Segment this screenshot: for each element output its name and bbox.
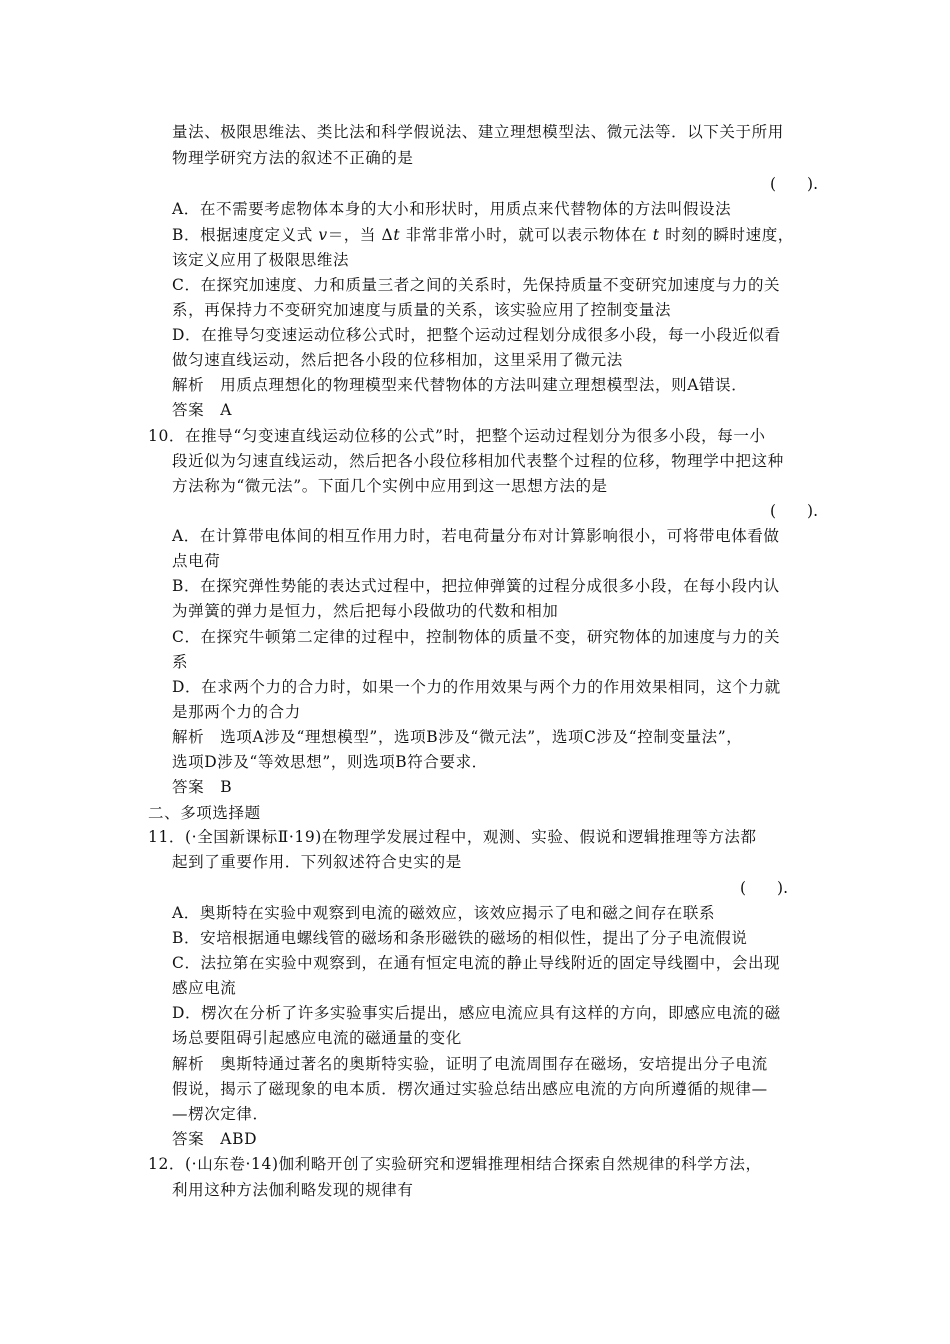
q10-answer: 答案 B [172, 778, 233, 796]
q11-option-a: A．奥斯特在实验中观察到电流的磁效应，该效应揭示了电和磁之间存在联系 [172, 904, 716, 922]
q10-option-b-line-1: B．在探究弹性势能的表达式过程中，把拉伸弹簧的过程分成很多小段，在每小段内认 [172, 577, 780, 595]
q12-stem-line-1: 12．(·山东卷·14)伽利略开创了实验研究和逻辑推理相结合探索自然规律的科学方法， [148, 1155, 762, 1173]
q10-analysis-line-2: 选项D涉及“等效思想”，则选项B符合要求． [172, 753, 488, 771]
q11-answer-blank: ( ). [740, 879, 789, 897]
q10-stem-line-1: 10．在推导“匀变速直线运动位移的公式”时，把整个运动过程划分为很多小段，每一小 [148, 427, 766, 445]
q9-answer: 答案 A [172, 401, 233, 419]
q9-option-b-text-3: 非常非常小时，就可以表示物体在 [400, 226, 653, 244]
q9-option-b-text-2: ＝，当 Δ [327, 226, 394, 244]
q10-option-a-line-2: 点电荷 [172, 552, 221, 570]
q9-stem-line-1: 量法、极限思维法、类比法和科学假说法、建立理想模型法、微元法等．以下关于所用 [172, 123, 784, 141]
section-heading-multiple-choice: 二、多项选择题 [148, 804, 261, 822]
q9-option-b-text-1: B．根据速度定义式 [172, 226, 319, 244]
q9-option-b-var-v: v [318, 226, 328, 244]
q10-answer-blank: ( ). [770, 502, 819, 520]
q10-option-c-line-1: C．在探究牛顿第二定律的过程中，控制物体的质量不变，研究物体的加速度与力的关 [172, 628, 781, 646]
q11-stem-line-1: 11．(·全国新课标Ⅱ·19)在物理学发展过程中，观测、实验、假说和逻辑推理等方法都 [148, 828, 757, 846]
q9-option-d-line-2: 做匀速直线运动，然后把各小段的位移相加，这里采用了微元法 [172, 351, 623, 369]
q11-option-b: B．安培根据通电螺线管的磁场和条形磁铁的磁场的相似性，提出了分子电流假说 [172, 929, 748, 947]
q11-option-c-line-1: C．法拉第在实验中观察到，在通有恒定电流的静止导线附近的固定导线圈中，会出现 [172, 954, 781, 972]
q9-answer-blank: ( ). [770, 175, 819, 193]
q10-option-c-line-2: 系 [172, 653, 189, 671]
q11-analysis-line-2: 假说，揭示了磁现象的电本质．楞次通过实验总结出感应电流的方向所遵循的规律— [172, 1080, 768, 1098]
q10-stem-line-2: 段近似为匀速直线运动，然后把各小段位移相加代表整个过程的位移，物理学中把这种 [172, 452, 784, 470]
q9-option-c-line-2: 系，再保持力不变研究加速度与质量的关系，该实验应用了控制变量法 [172, 301, 672, 319]
q11-stem-line-2: 起到了重要作用．下列叙述符合史实的是 [172, 853, 462, 871]
q9-option-b-text-4: 时刻的瞬时速度， [659, 226, 794, 244]
q12-stem-line-2: 利用这种方法伽利略发现的规律有 [172, 1181, 414, 1199]
q10-stem-line-3: 方法称为“微元法”。下面几个实例中应用到这一思想方法的是 [172, 477, 608, 495]
q10-option-a-line-1: A．在计算带电体间的相互作用力时，若电荷量分布对计算影响很小，可将带电体看做 [172, 527, 780, 545]
q11-option-c-line-2: 感应电流 [172, 979, 237, 997]
q11-option-d-line-1: D．楞次在分析了许多实验事实后提出，感应电流应具有这样的方向，即感应电流的磁 [172, 1004, 781, 1022]
q9-stem-line-2: 物理学研究方法的叙述不正确的是 [172, 149, 414, 167]
q9-analysis: 解析 用质点理想化的物理模型来代替物体的方法叫建立理想模型法，则A错误． [172, 376, 748, 394]
q9-option-b-line-1 [172, 225, 794, 245]
q10-option-b-line-2: 为弹簧的弹力是恒力，然后把每小段做功的代数和相加 [172, 602, 559, 620]
q9-option-b-line-2: 该定义应用了极限思维法 [172, 251, 350, 269]
q11-answer: 答案 ABD [172, 1130, 258, 1148]
q9-option-b-var-t2: t [652, 226, 660, 244]
q11-analysis-line-3: —楞次定律． [172, 1105, 269, 1123]
q9-option-a: A．在不需要考虑物体本身的大小和形状时，用质点来代替物体的方法叫假设法 [172, 200, 732, 218]
q9-option-c-line-1: C．在探究加速度、力和质量三者之间的关系时，先保持质量不变研究加速度与力的关 [172, 276, 781, 294]
q10-analysis-line-1: 解析 选项A涉及“理想模型”，选项B涉及“微元法”，选项C涉及“控制变量法”， [172, 728, 743, 746]
q10-option-d-line-1: D．在求两个力的合力时，如果一个力的作用效果与两个力的作用效果相同，这个力就 [172, 678, 781, 696]
q11-option-d-line-2: 场总要阻碍引起感应电流的磁通量的变化 [172, 1029, 462, 1047]
q9-option-d-line-1: D．在推导匀变速运动位移公式时，把整个运动过程划分成很多小段，每一小段近似看 [172, 326, 781, 344]
q10-option-d-line-2: 是那两个力的合力 [172, 703, 301, 721]
q9-option-b-var-t: t [393, 226, 401, 244]
q11-analysis-line-1: 解析 奥斯特通过著名的奥斯特实验，证明了电流周围存在磁场，安培提出分子电流 [172, 1055, 768, 1073]
